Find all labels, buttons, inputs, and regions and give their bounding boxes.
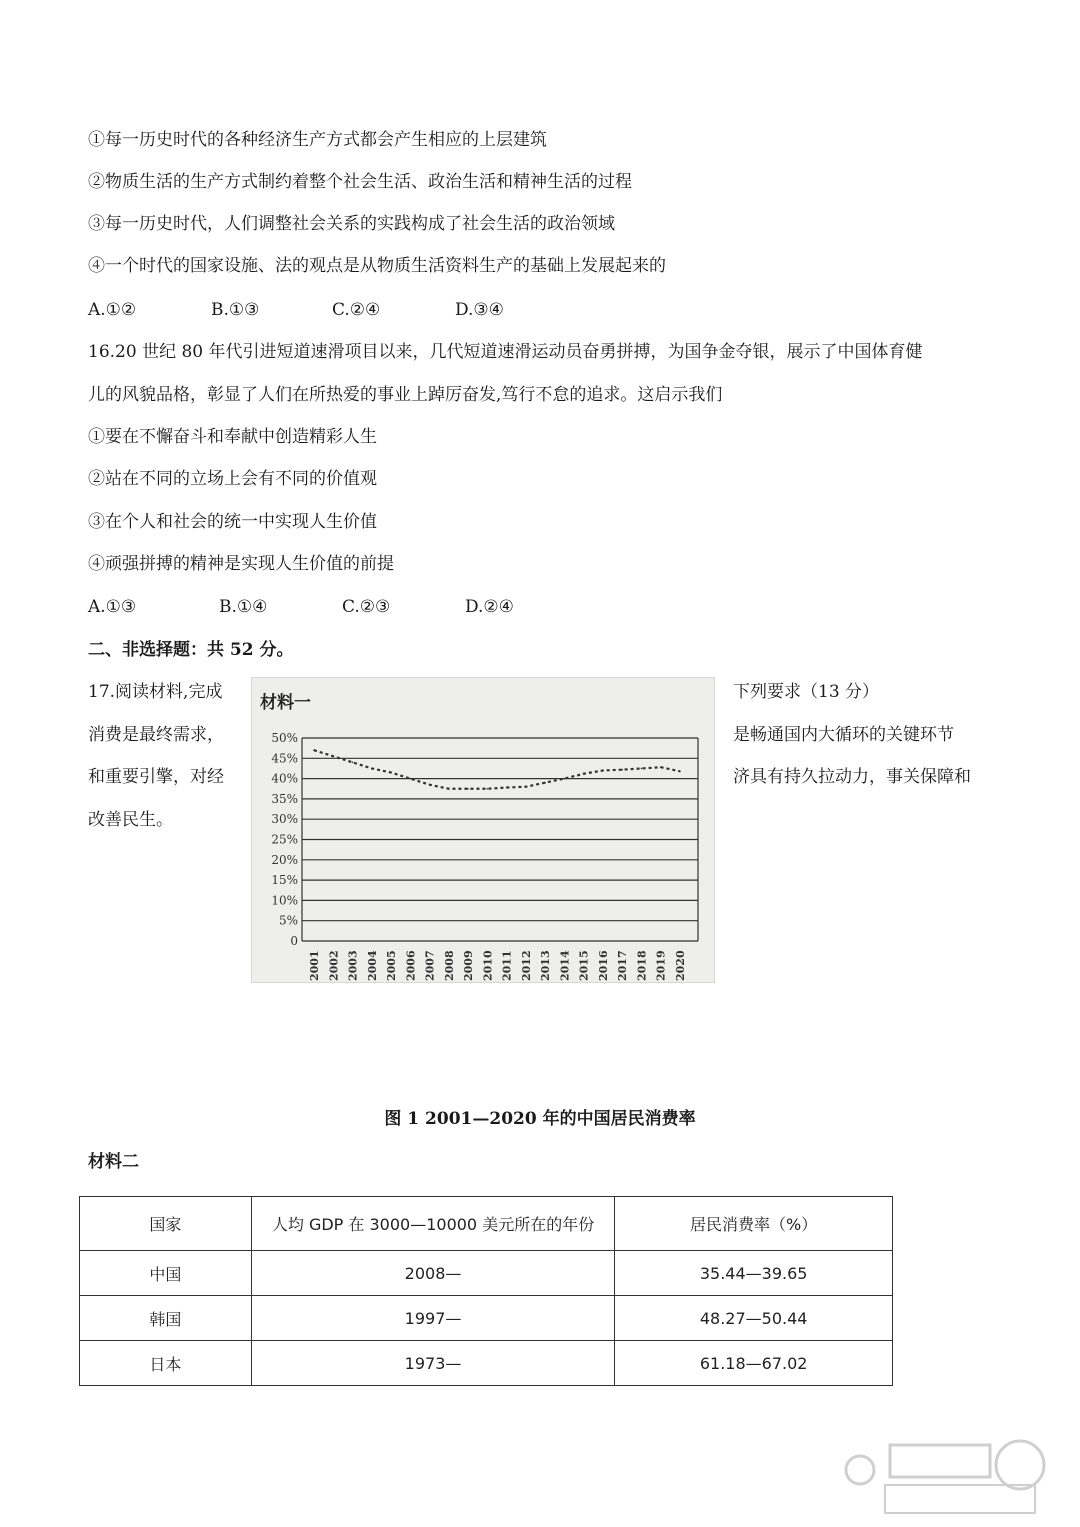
q16-stem-line1: 16.20 世纪 80 年代引进短道速滑项目以来，几代短道速滑运动员奋勇拼搏，为国争金夺银，展示了中国体育健 [88, 342, 923, 362]
chart-y-tick-label: 0 [290, 934, 298, 948]
chart-y-tick-label: 5% [278, 913, 298, 928]
table-cell: 48.27—50.44 [615, 1296, 893, 1341]
watermark-logo [830, 1430, 1050, 1520]
q16-choice-a: A.①③ [88, 597, 137, 617]
chart-point [583, 773, 585, 775]
chart-x-tick-label: 2016 [596, 950, 610, 981]
chart-y-tick-label: 50% [271, 731, 298, 745]
chart-point [332, 755, 334, 757]
chart-y-tick-label: 25% [271, 832, 298, 847]
q15-option-1: ①每一历史时代的各种经济生产方式都会产生相应的上层建筑 [88, 130, 547, 150]
table-header-cell: 国家 [80, 1197, 252, 1251]
chart-point [506, 787, 508, 789]
figure-caption: 图 1 2001—2020 年的中国居民消费率 [384, 1109, 696, 1129]
chart-point [525, 786, 527, 788]
q16-option-4: ④顽强拼搏的精神是实现人生价值的前提 [88, 554, 394, 574]
chart-point [564, 778, 566, 780]
chart-x-tick-label: 2006 [404, 950, 418, 981]
gdp-consumption-table [79, 1196, 893, 1386]
chart-x-tick-label: 2009 [462, 950, 476, 981]
chart-point [467, 788, 469, 790]
chart-series-line [314, 750, 680, 789]
chart-x-tick-label: 2019 [654, 950, 668, 981]
chart-y-tick-label: 10% [271, 893, 298, 908]
chart-y-tick-label: 40% [271, 771, 298, 786]
chart-x-tick-label: 2012 [519, 950, 533, 981]
chart-x-tick-label: 2007 [423, 950, 437, 981]
chart-point [448, 788, 450, 790]
chart-point [313, 749, 315, 751]
q16-choice-b: B.①④ [219, 597, 268, 617]
chart-point [660, 766, 662, 768]
table-cell: 61.18—67.02 [615, 1341, 893, 1386]
chart-x-tick-label: 2018 [635, 950, 649, 981]
table-row [80, 1296, 893, 1341]
chart-x-tick-label: 2001 [308, 950, 321, 981]
chart-x-tick-label: 2011 [500, 950, 514, 981]
chart-x-tick-label: 2005 [385, 950, 399, 981]
table-header-cell: 居民消费率（%） [615, 1197, 893, 1251]
q17-left-4: 改善民生。 [88, 810, 173, 830]
chart-x-tick-label: 2014 [558, 950, 572, 981]
chart-x-tick-label: 2008 [442, 950, 456, 981]
table-cell: 日本 [80, 1341, 252, 1386]
chart-point [544, 782, 546, 784]
chart-point [429, 784, 431, 786]
chart-x-tick-label: 2002 [327, 950, 341, 981]
chart-x-tick-label: 2015 [577, 950, 591, 981]
q15-choice-b: B.①③ [211, 300, 260, 320]
chart-point [679, 770, 681, 772]
chart-svg [252, 678, 714, 982]
q15-option-4: ④一个时代的国家设施、法的观点是从物质生活资料生产的基础上发展起来的 [88, 256, 666, 276]
chart-x-tick-label: 2003 [346, 950, 360, 981]
q16-choice-d: D.②④ [465, 597, 514, 617]
material2-label: 材料二 [88, 1152, 139, 1172]
table-cell: 中国 [80, 1251, 252, 1296]
q17-right-3: 济具有持久拉动力，事关保障和 [733, 767, 971, 787]
chart-title: 材料一 [260, 693, 311, 713]
q15-option-3: ③每一历史时代，人们调整社会关系的实践构成了社会生活的政治领域 [88, 214, 615, 234]
consumption-rate-chart [251, 677, 715, 983]
q17-left-3: 和重要引擎，对经 [88, 767, 224, 787]
table-cell: 韩国 [80, 1296, 252, 1341]
chart-y-tick-label: 15% [271, 873, 298, 888]
q16-option-2: ②站在不同的立场上会有不同的价值观 [88, 469, 377, 489]
q15-choice-d: D.③④ [455, 300, 504, 320]
q15-choice-c: C.②④ [332, 300, 381, 320]
chart-y-tick-label: 20% [271, 852, 298, 867]
chart-point [641, 768, 643, 770]
table-cell: 2008— [251, 1251, 615, 1296]
table-header-cell: 人均 GDP 在 3000—10000 美元所在的年份 [251, 1197, 615, 1251]
q16-choice-c: C.②③ [342, 597, 391, 617]
chart-point [352, 762, 354, 764]
q17-left-1: 17.阅读材料,完成 [88, 682, 223, 702]
table-cell: 1997— [251, 1296, 615, 1341]
chart-x-tick-label: 2010 [481, 950, 495, 981]
chart-x-tick-label: 2013 [539, 950, 553, 981]
q17-left-2: 消费是最终需求， [88, 725, 224, 745]
table-header-row [80, 1197, 893, 1251]
chart-x-tick-label: 2004 [365, 950, 379, 981]
chart-x-tick-label: 2017 [616, 950, 630, 981]
table-row [80, 1251, 893, 1296]
q15-choice-a: A.①② [88, 300, 137, 320]
chart-point [487, 788, 489, 790]
q15-option-2: ②物质生活的生产方式制约着整个社会生活、政治生活和精神生活的过程 [88, 172, 632, 192]
table-row [80, 1341, 893, 1386]
chart-y-tick-label: 30% [271, 812, 298, 827]
q16-option-1: ①要在不懈奋斗和奉献中创造精彩人生 [88, 427, 377, 447]
chart-y-tick-label: 45% [271, 751, 298, 766]
chart-point [602, 770, 604, 772]
q17-right-1: 下列要求（13 分） [733, 682, 880, 702]
section-heading: 二、非选择题：共 52 分。 [88, 640, 294, 660]
chart-y-tick-label: 35% [271, 791, 298, 806]
q16-option-3: ③在个人和社会的统一中实现人生价值 [88, 512, 377, 532]
chart-point [410, 778, 412, 780]
chart-x-tick-label: 2020 [674, 950, 687, 981]
chart-point [390, 772, 392, 774]
table-cell: 35.44—39.65 [615, 1251, 893, 1296]
table-cell: 1973— [251, 1341, 615, 1386]
q17-right-2: 是畅通国内大循环的关键环节 [733, 725, 954, 745]
chart-point [621, 769, 623, 771]
chart-point [371, 768, 373, 770]
q16-stem-line2: 儿的风貌品格，彰显了人们在所热爱的事业上踔厉奋发,笃行不怠的追求。这启示我们 [88, 385, 723, 405]
